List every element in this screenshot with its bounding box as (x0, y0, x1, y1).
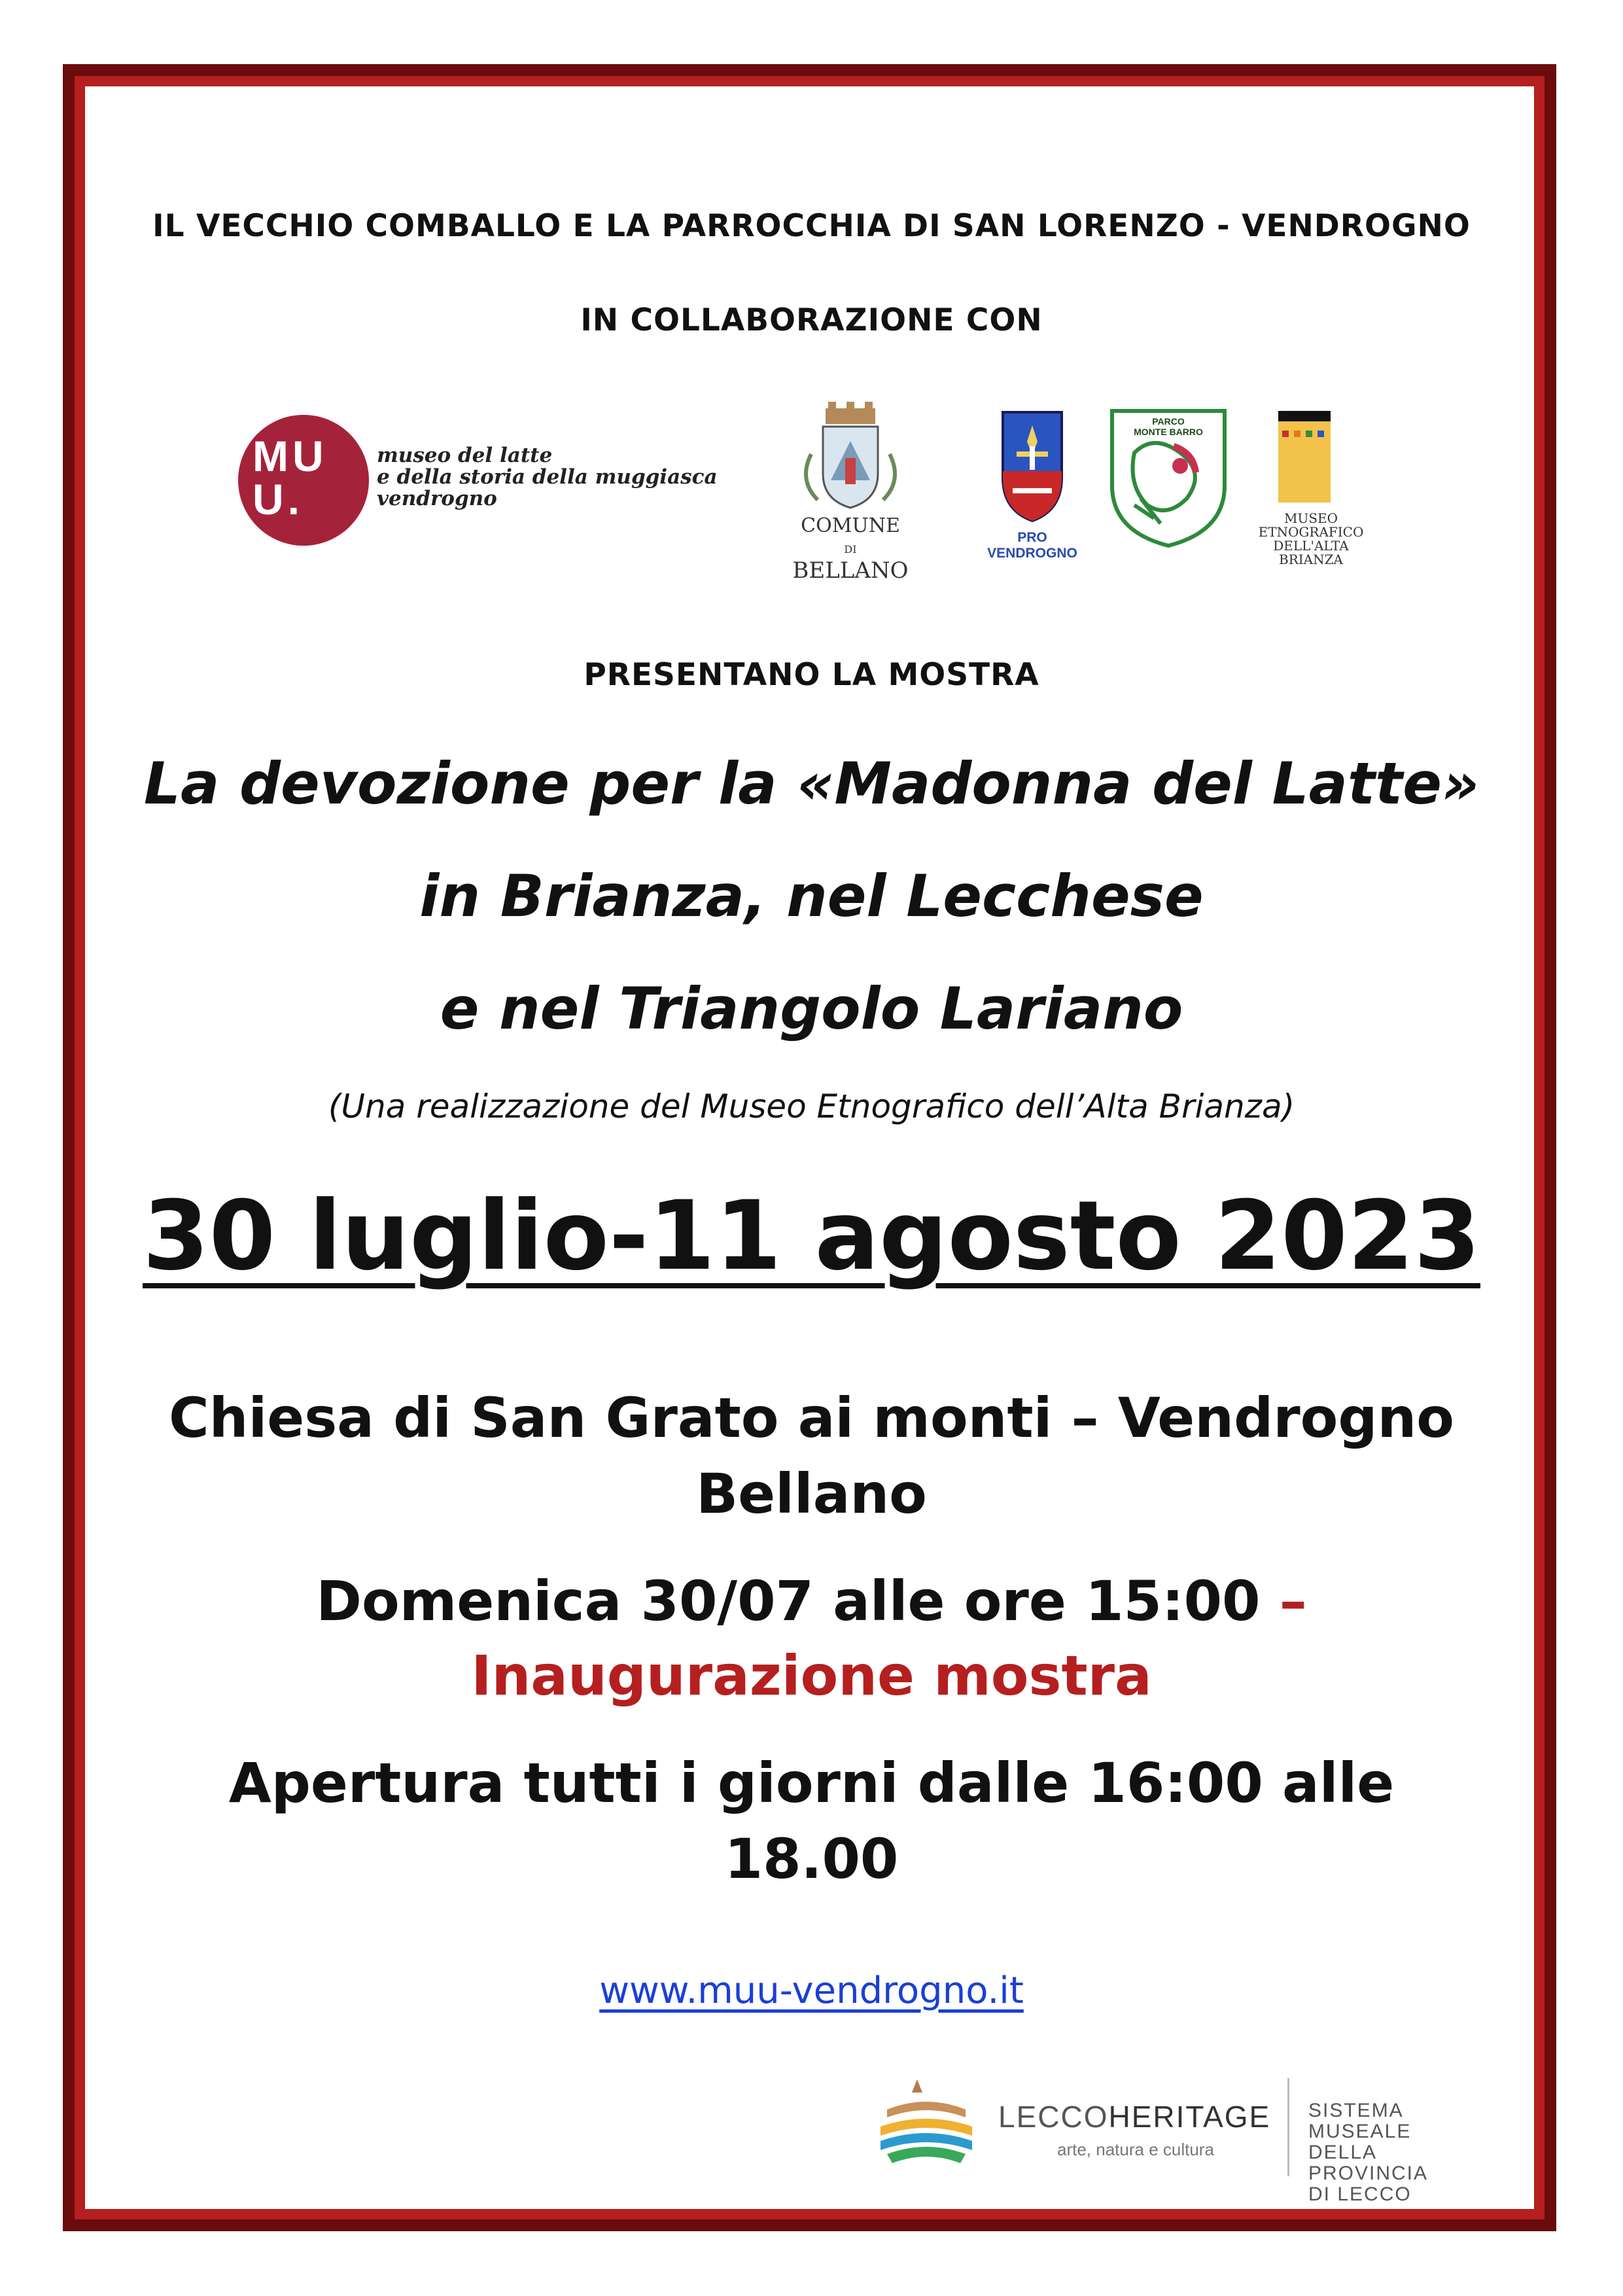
muu-logo-letters (253, 434, 328, 521)
venue-line1: Chiesa di San Grato ai monti – Vendrogno (169, 1386, 1454, 1450)
exhibition-dates: 30 luglio-11 agosto 2023 (143, 1180, 1480, 1292)
sistema-line1: SISTEMA MUSEALE (1308, 2100, 1412, 2142)
sistema-line2: DELLA PROVINCIA (1308, 2142, 1429, 2184)
comune-bellano-logo (792, 402, 909, 584)
lecco-name-a: LECCO (998, 2100, 1109, 2134)
parco-line2: MONTE BARRO (1134, 427, 1203, 437)
bellano-crest-icon (792, 402, 909, 513)
museo-etnografico-mark-icon (1278, 411, 1331, 503)
lecco-heritage-mark-icon (874, 2070, 979, 2175)
opening-when (0, 1569, 1623, 1633)
muu-logo-text (377, 445, 718, 510)
exhibition-credit: (Una realizzazione del Museo Etnografico dell’Alta Brianza) (328, 1087, 1295, 1125)
pro-vendrogno-caption: PRO VENDROGNO (987, 530, 1077, 561)
exhibition-title-line3: e nel Triangolo Lariano (440, 975, 1183, 1042)
exhibition-title-line2: in Brianza, nel Lecchese (419, 862, 1204, 930)
opening-time: Domenica 30/07 alle ore 15:00 (316, 1569, 1280, 1633)
website-link[interactable]: www.muu-vendrogno.it (599, 1969, 1024, 2012)
museo-etnografico-logo (1246, 411, 1376, 567)
muu-letters-bottom: U. (253, 475, 304, 523)
exhibition-title-line1: La devozione per la «Madonna del Latte» (143, 750, 1480, 817)
poster-frame-red (75, 76, 1544, 2219)
lecco-heritage-name (998, 2099, 1270, 2134)
muu-logo (238, 415, 735, 546)
sistema-museale-text (1308, 2100, 1495, 2205)
lecco-heritage-tagline: arte, natura e cultura (1057, 2140, 1214, 2159)
parco-line1: PARCO (1152, 416, 1185, 427)
muu-line1: museo del latte (377, 444, 553, 467)
hours-line1: Apertura tutti i giorni dalle 16:00 alle (228, 1751, 1395, 1815)
collaboration-line: IN COLLABORAZIONE CON (580, 302, 1043, 338)
muu-letters-top: MU (253, 432, 328, 480)
opening-what: Inaugurazione mostra (471, 1644, 1152, 1708)
sistema-line3: DI LECCO (1308, 2183, 1412, 2205)
opening-dash: – (1279, 1569, 1307, 1633)
pro-vendrogno-shield-icon (973, 406, 1091, 523)
bellano-caption (792, 516, 909, 582)
muu-line2: e della storia della muggiasca (377, 465, 718, 489)
lecco-heritage-logo (874, 2070, 1495, 2205)
museo-etnografico-caption (1246, 512, 1376, 567)
bellano-line1: COMUNE (801, 514, 900, 537)
organizers-line: IL VECCHIO COMBALLO E LA PARROCCHIA DI SAN LORENZO - VENDROGNO (152, 208, 1471, 244)
muu-logo-circle (238, 415, 369, 546)
parco-caption (1108, 416, 1229, 437)
poster-frame (63, 64, 1556, 2231)
bellano-line2: BELLANO (792, 557, 909, 584)
parco-monte-barro-logo (1108, 407, 1229, 550)
muu-line3: vendrogno (377, 487, 497, 510)
venue-line2: Bellano (696, 1462, 927, 1526)
pro-vendrogno-logo (973, 406, 1091, 561)
hours-line2: 18.00 (724, 1827, 899, 1891)
announcement: PRESENTANO LA MOSTRA (584, 657, 1039, 693)
logo-divider (1287, 2078, 1289, 2176)
lecco-name-b: HERITAGE (1108, 2100, 1271, 2134)
museo-etnografico-line2: DELL'ALTA BRIANZA (1273, 538, 1349, 567)
museo-etnografico-line1: MUSEO ETNOGRAFICO (1258, 510, 1364, 540)
bellano-line1-small: DI (844, 543, 857, 556)
